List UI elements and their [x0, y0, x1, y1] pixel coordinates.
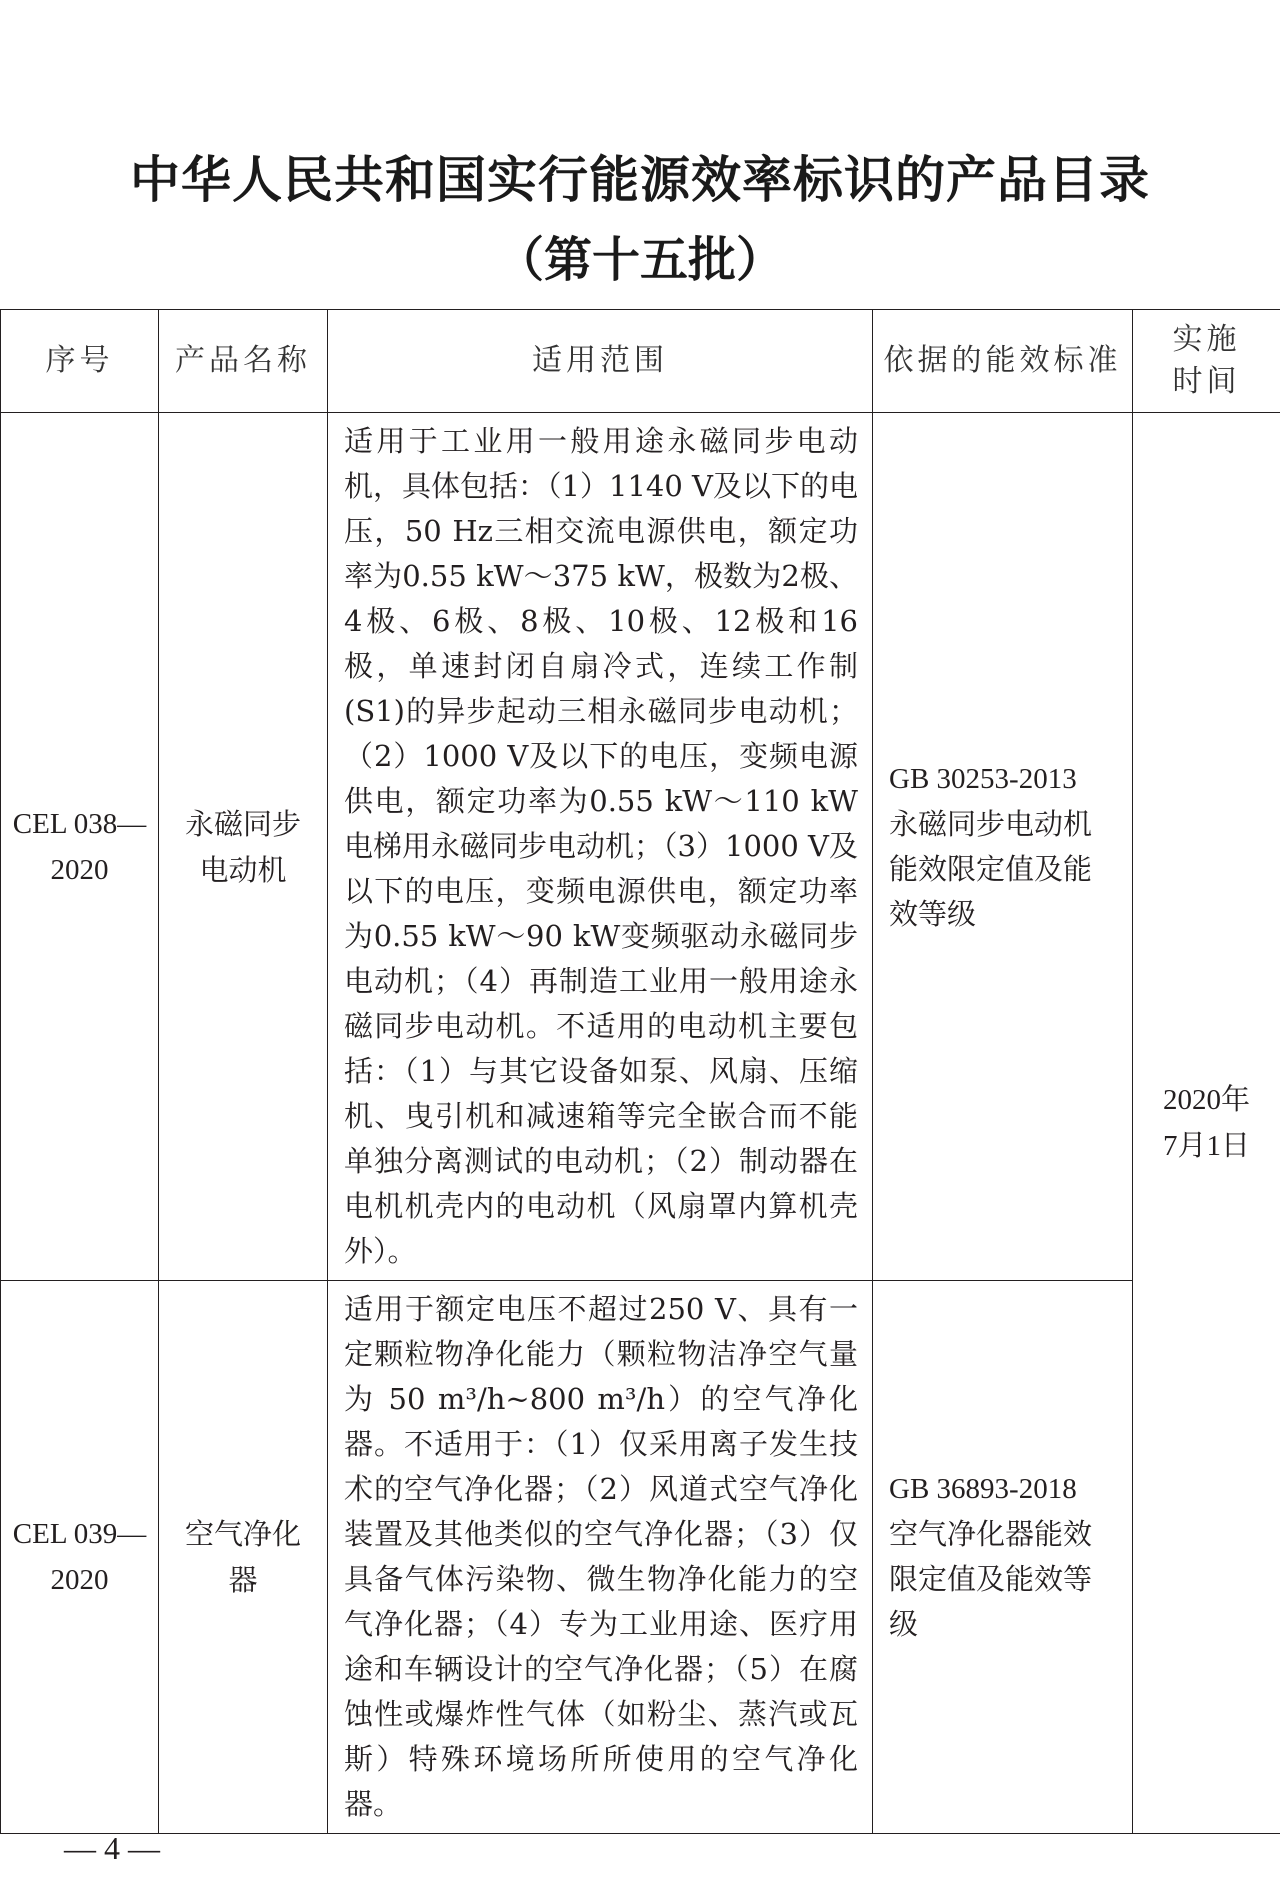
standard-code: GB 36893-2018 — [889, 1473, 1077, 1505]
product-catalog-table — [0, 309, 1280, 1834]
scope-cell — [328, 413, 873, 1281]
serial-cell — [1, 413, 159, 1281]
header-implementation-date-label: 实施时间 — [1172, 322, 1241, 399]
product-cell — [159, 1281, 328, 1834]
standard-cell — [873, 1281, 1133, 1834]
standard-name: 永磁同步电动机能效限定值及能效等级 — [889, 806, 1093, 931]
table-row — [1, 413, 1280, 1281]
header-serial: 序号 — [1, 310, 159, 413]
header-implementation-date — [1133, 310, 1280, 413]
serial-number: CEL 038—2020 — [12, 807, 147, 886]
table-header-row — [1, 310, 1280, 413]
header-product-name: 产品名称 — [159, 310, 328, 413]
document-subtitle: （第十五批） — [495, 232, 784, 288]
document-title: 中华人民共和国实行能源效率标识的产品目录 — [130, 151, 1150, 209]
standard-cell — [873, 413, 1133, 1281]
product-name: 永磁同步电动机 — [184, 806, 301, 887]
scope-cell — [328, 1281, 873, 1834]
scope-text: 适用于额定电压不超过250 V、具有一定颗粒物净化能力（颗粒物洁净空气量为 50 m³/h~800 m³/h）的空气净化器。不适用于：（1）仅采用离子发生技术的空气净化器；（2）风道式空气净化装置及其他类似的空气净化器；（3）仅具备气体污染物、微生物净化能力的空气净化器；（4）专为工业用途、医疗用途和车辆设计的空气净化器；（5）在腐蚀性或爆炸性气体（如粉尘、蒸汽或瓦斯）特殊环境场所所使用的空气净化器。 — [344, 1292, 858, 1821]
product-cell — [159, 413, 328, 1281]
serial-number: CEL 039—2020 — [12, 1518, 147, 1596]
standard-code: GB 30253-2013 — [889, 762, 1077, 795]
page-number-footer: — 4 — — [64, 1830, 160, 1866]
implementation-date-cell — [1133, 413, 1280, 1834]
standard-name: 空气净化器能效限定值及能效等级 — [889, 1517, 1093, 1641]
serial-cell — [1, 1281, 159, 1834]
implementation-date: 2020年7月1日 — [1163, 1084, 1251, 1162]
scope-text: 适用于工业用一般用途永磁同步电动机，具体包括：（1）1140 V及以下的电压，50 Hz三相交流电源供电，额定功率为0.55 kW～375 kW，极数为2极、4极、6极、8极、10极、12极和16极，单速封闭自扇冷式，连续工作制(S1)的异步起动三相永磁同步电动机；（2）1000 V及以下的电压，变频电源供电，额定功率为0.55 kW～110 kW电梯用永磁同步电动机；（3）1000 V及以下的电压，变频电源供电，额定功率为0.55 kW～90 kW变频驱动永磁同步电动机；（4）再制造工业用一般用途永磁同步电动机。不适用的电动机主要包括：（1）与其它设备如泵、风扇、压缩机、曳引机和减速箱等完全嵌合而不能单独分离测试的电动机；（2）制动器在电机机壳内的电动机（风扇罩内算机壳外）。 — [344, 424, 858, 1268]
table-row — [1, 1281, 1280, 1834]
product-name: 空气净化器 — [184, 1517, 301, 1597]
header-scope: 适用范围 — [328, 310, 873, 413]
header-standard: 依据的能效标准 — [873, 310, 1133, 413]
